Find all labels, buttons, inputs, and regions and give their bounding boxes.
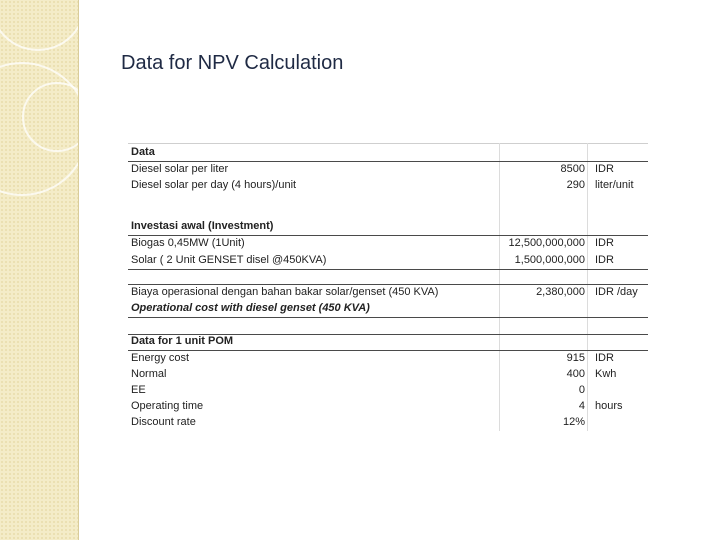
table-row: [128, 334, 648, 351]
row-value: 4: [578, 400, 585, 412]
row-unit: Kwh: [595, 368, 617, 380]
table-row: [128, 399, 648, 415]
table-row: [128, 351, 648, 367]
row-value: 400: [566, 368, 585, 380]
row-value: 8500: [560, 163, 585, 175]
decorative-ring: [22, 82, 92, 152]
row-unit: IDR /day: [595, 286, 638, 298]
table-row: [128, 284, 648, 301]
slide-title: Data for NPV Calculation: [121, 52, 344, 74]
row-label: Operating time: [131, 400, 204, 412]
row-label: Diesel solar per day (4 hours)/unit: [131, 179, 297, 191]
row-label: Biogas 0,45MW (1Unit): [131, 237, 245, 249]
row-label: Data: [131, 146, 155, 158]
row-value: 0: [578, 384, 585, 396]
row-unit: IDR: [595, 352, 614, 364]
decorative-sidebar: [0, 0, 79, 540]
sidebar-edge: [78, 0, 79, 540]
table-row: [128, 219, 648, 236]
row-value: 12%: [562, 416, 585, 428]
row-label: Operational cost with diesel genset (450 KVA): [131, 302, 370, 314]
row-value: 2,380,000: [536, 286, 585, 298]
row-label: Normal: [131, 368, 167, 380]
table-row: [128, 145, 648, 161]
table-row: [128, 201, 648, 217]
decorative-ring: [0, 0, 86, 51]
row-label: Investasi awal (Investment): [131, 220, 274, 232]
table-row: [128, 178, 648, 194]
table-row: [128, 236, 648, 252]
row-label: Data for 1 unit POM: [131, 335, 234, 347]
row-unit: IDR: [595, 254, 614, 266]
row-unit: hours: [595, 400, 623, 412]
table-row: [128, 269, 648, 285]
table-row: [128, 301, 648, 318]
table-row: [128, 367, 648, 383]
table-row: [128, 318, 648, 335]
row-value: 915: [566, 352, 585, 364]
table-row: [128, 415, 648, 431]
row-label: Solar ( 2 Unit GENSET disel @450KVA): [131, 254, 327, 266]
table-row: [128, 161, 648, 178]
row-label: Biaya operasional dengan bahan bakar solar/genset (450 KVA): [131, 286, 439, 298]
row-value: 12,500,000,000: [508, 237, 585, 249]
row-label: EE: [131, 384, 146, 396]
table-top-border: [128, 143, 648, 144]
table-row: [128, 253, 648, 270]
row-unit: IDR: [595, 237, 614, 249]
row-label: Discount rate: [131, 416, 196, 428]
table-row: [128, 383, 648, 399]
row-label: Diesel solar per liter: [131, 163, 229, 175]
row-label: Energy cost: [131, 352, 190, 364]
row-value: 290: [566, 179, 585, 191]
data-table: [128, 143, 648, 431]
row-unit: IDR: [595, 163, 614, 175]
row-value: 1,500,000,000: [514, 254, 585, 266]
row-unit: liter/unit: [595, 179, 634, 191]
